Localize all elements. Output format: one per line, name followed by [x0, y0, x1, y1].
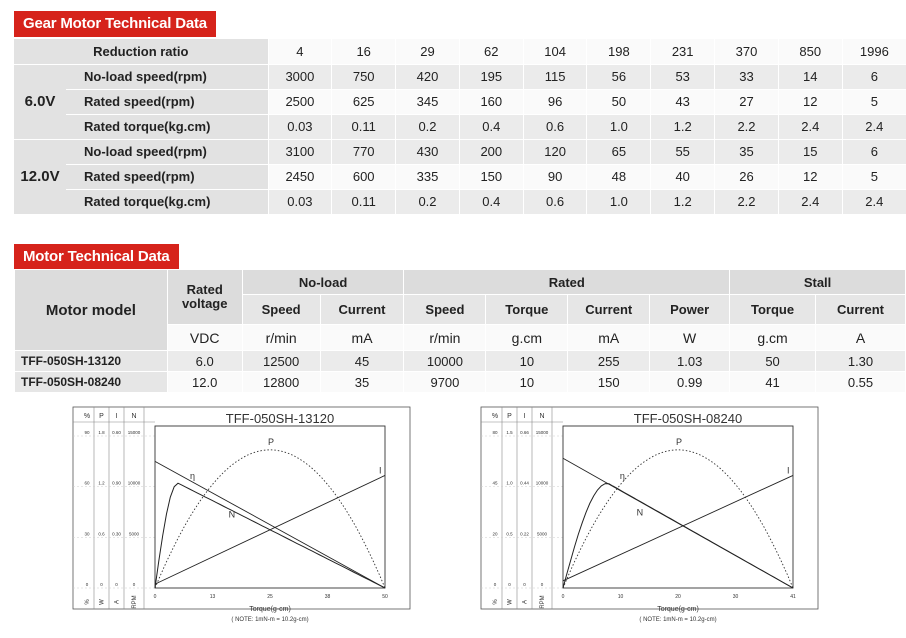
value-cell: 2500 — [268, 89, 332, 114]
level-value: 15000 — [127, 430, 141, 435]
x-tick-label: 38 — [324, 594, 331, 600]
value-cell: 2.4 — [778, 189, 842, 214]
chart-note: ( NOTE: 1mN-m = 10.2g-cm) — [639, 617, 717, 623]
value-cell: 2.4 — [842, 189, 906, 214]
value-cell: 2.4 — [842, 114, 906, 139]
col-head: P — [507, 413, 512, 420]
value-cell: 1.2 — [651, 189, 715, 214]
col-unit: A — [114, 599, 121, 605]
chart-title: TFF-050SH-13120 — [225, 411, 335, 426]
ratio-cell: 1996 — [842, 39, 906, 64]
motor-value-cell: 10 — [486, 351, 568, 372]
ratio-cell: 62 — [459, 39, 523, 64]
value-cell: 14 — [778, 64, 842, 89]
value-cell: 1.0 — [587, 189, 651, 214]
col-unit: % — [85, 599, 91, 605]
x-tick-label: 25 — [267, 594, 273, 600]
level-value: 10000 — [535, 480, 549, 486]
x-tick-label: 0 — [153, 594, 157, 600]
level-value: 30 — [84, 531, 90, 537]
noload-group-label: No-load — [242, 270, 404, 295]
value-cell: 0.03 — [268, 189, 332, 214]
motor-model-cell: TFF-050SH-13120 — [15, 351, 168, 372]
col-unit: W — [507, 599, 514, 605]
gear-data-row — [14, 189, 906, 214]
unit-cell: VDC — [167, 325, 242, 351]
value-cell: 0.2 — [396, 114, 460, 139]
power-label: P — [268, 436, 275, 447]
level-value: 90 — [84, 430, 90, 435]
value-cell: 6 — [842, 64, 906, 89]
performance-chart-13120 — [72, 406, 412, 637]
speed-label: N — [228, 509, 236, 520]
value-cell: 3000 — [268, 64, 332, 89]
unit-cell: mA — [320, 325, 404, 351]
level-value: 0.5 — [506, 531, 513, 537]
efficiency-label: η — [619, 471, 625, 482]
ratio-cell: 231 — [651, 39, 715, 64]
x-tick-label: 0 — [561, 594, 565, 600]
value-cell: 15 — [778, 139, 842, 164]
value-cell: 770 — [332, 139, 396, 164]
row-label: Rated torque(kg.cm) — [66, 189, 268, 214]
value-cell: 35 — [715, 139, 779, 164]
level-value: 0 — [493, 582, 497, 587]
unit-cell: mA — [568, 325, 650, 351]
level-value: 10000 — [127, 480, 141, 486]
value-cell: 335 — [396, 164, 460, 189]
level-value: 0 — [508, 582, 511, 587]
row-label: No-load speed(rpm) — [66, 64, 268, 89]
level-value: 80 — [492, 430, 498, 435]
performance-chart-08240 — [480, 406, 820, 637]
chart-note: ( NOTE: 1mN-m = 10.2g-cm) — [231, 617, 309, 623]
motor-value-cell: 150 — [568, 372, 650, 393]
col-head: I — [523, 413, 526, 420]
value-cell: 1.0 — [587, 114, 651, 139]
value-cell: 0.2 — [396, 189, 460, 214]
value-cell: 27 — [715, 89, 779, 114]
col-unit: A — [522, 599, 529, 605]
x-tick-label: 30 — [732, 594, 739, 600]
level-value: 0.30 — [112, 531, 121, 537]
x-tick-label: 20 — [675, 594, 681, 600]
gear-section-title: Gear Motor Technical Data — [14, 11, 216, 37]
rated-group-label: Rated — [404, 270, 730, 295]
level-value: 0.66 — [520, 430, 529, 435]
gear-data-row — [14, 89, 906, 114]
motor-data-table — [14, 269, 906, 393]
level-value: 15000 — [535, 430, 549, 435]
chart-frame — [481, 407, 818, 609]
motor-header-row-1 — [15, 270, 906, 295]
value-cell: 420 — [396, 64, 460, 89]
performance-chart-svg-08240 — [480, 406, 820, 632]
col-head: N — [131, 413, 137, 420]
speed-label: N — [636, 507, 644, 518]
sub-header-cell: Power — [650, 295, 730, 325]
rated-voltage-label: Rated voltage — [167, 270, 242, 325]
col-unit: W — [99, 599, 106, 605]
level-value: 1.8 — [98, 430, 105, 435]
value-cell: 0.11 — [332, 114, 396, 139]
value-cell: 115 — [523, 64, 587, 89]
value-cell: 2.4 — [778, 114, 842, 139]
value-cell: 0.6 — [523, 114, 587, 139]
motor-value-cell: 6.0 — [167, 351, 242, 372]
level-value: 1.5 — [506, 430, 513, 435]
value-cell: 430 — [396, 139, 460, 164]
value-cell: 0.03 — [268, 114, 332, 139]
motor-value-cell: 50 — [730, 351, 816, 372]
voltage-label: 6.0V — [14, 64, 66, 139]
col-unit: % — [493, 599, 499, 605]
row-label: Rated speed(rpm) — [66, 164, 268, 189]
row-label: Rated torque(kg.cm) — [66, 114, 268, 139]
unit-cell: W — [650, 325, 730, 351]
value-cell: 12 — [778, 164, 842, 189]
level-value: 0.44 — [520, 480, 529, 486]
level-value: 0.6 — [98, 531, 105, 537]
motor-value-cell: 255 — [568, 351, 650, 372]
value-cell: 3100 — [268, 139, 332, 164]
level-value: 1.2 — [98, 480, 105, 486]
row-label: Rated speed(rpm) — [66, 89, 268, 114]
value-cell: 40 — [651, 164, 715, 189]
sub-header-cell: Speed — [242, 295, 320, 325]
gear-data-row — [14, 139, 906, 164]
value-cell: 200 — [459, 139, 523, 164]
motor-value-cell: 9700 — [404, 372, 486, 393]
ratio-cell: 850 — [778, 39, 842, 64]
chart-title: TFF-050SH-08240 — [633, 411, 743, 426]
value-cell: 345 — [396, 89, 460, 114]
value-cell: 6 — [842, 139, 906, 164]
motor-value-cell: 1.30 — [816, 351, 906, 372]
value-cell: 150 — [459, 164, 523, 189]
x-tick-label: 10 — [617, 594, 624, 600]
col-head: % — [491, 413, 499, 420]
level-value: 0 — [132, 582, 136, 587]
level-value: 1.0 — [506, 480, 513, 486]
sub-header-cell: Speed — [404, 295, 486, 325]
value-cell: 2.2 — [715, 114, 779, 139]
col-head: N — [539, 413, 545, 420]
value-cell: 0.4 — [459, 114, 523, 139]
value-cell: 5 — [842, 164, 906, 189]
motor-value-cell: 0.99 — [650, 372, 730, 393]
unit-cell: g.cm — [730, 325, 816, 351]
value-cell: 0.6 — [523, 189, 587, 214]
level-value: 0 — [85, 582, 89, 587]
value-cell: 600 — [332, 164, 396, 189]
value-cell: 43 — [651, 89, 715, 114]
level-value: 0 — [523, 582, 526, 587]
value-cell: 625 — [332, 89, 396, 114]
level-value: 60 — [84, 480, 90, 486]
value-cell: 33 — [715, 64, 779, 89]
motor-value-cell: 12800 — [242, 372, 320, 393]
value-cell: 12 — [778, 89, 842, 114]
motor-model-cell: TFF-050SH-08240 — [15, 372, 168, 393]
value-cell: 53 — [651, 64, 715, 89]
sub-header-cell: Torque — [486, 295, 568, 325]
col-head: I — [115, 413, 118, 420]
motor-value-cell: 45 — [320, 351, 404, 372]
motor-data-row — [15, 372, 906, 393]
gear-data-table — [14, 39, 906, 215]
value-cell: 750 — [332, 64, 396, 89]
level-value: 0.22 — [520, 531, 529, 537]
unit-cell: r/min — [242, 325, 320, 351]
performance-chart-svg-13120 — [72, 406, 412, 632]
sub-header-cell: Current — [816, 295, 906, 325]
x-tick-label: 50 — [382, 594, 388, 600]
ratio-cell: 370 — [715, 39, 779, 64]
value-cell: 2.2 — [715, 189, 779, 214]
value-cell: 96 — [523, 89, 587, 114]
level-value: 5000 — [536, 531, 548, 537]
value-cell: 0.11 — [332, 189, 396, 214]
motor-value-cell: 10 — [486, 372, 568, 393]
x-tick-label: 41 — [790, 594, 796, 600]
col-head: % — [83, 413, 91, 420]
motor-value-cell: 0.55 — [816, 372, 906, 393]
current-label: I — [787, 465, 790, 476]
level-value: 0 — [115, 582, 118, 587]
level-value: 20 — [492, 531, 498, 537]
value-cell: 1.2 — [651, 114, 715, 139]
sub-header-cell: Current — [568, 295, 650, 325]
gear-data-row — [14, 114, 906, 139]
power-label: P — [676, 436, 683, 447]
ratio-cell: 198 — [587, 39, 651, 64]
ratio-cell: 29 — [396, 39, 460, 64]
value-cell: 195 — [459, 64, 523, 89]
value-cell: 65 — [587, 139, 651, 164]
sub-header-cell: Torque — [730, 295, 816, 325]
motor-data-row — [15, 351, 906, 372]
gear-header-row — [14, 39, 906, 64]
level-value: 0 — [540, 582, 544, 587]
efficiency-label: η — [190, 471, 196, 482]
value-cell: 56 — [587, 64, 651, 89]
unit-cell: r/min — [404, 325, 486, 351]
ratio-cell: 16 — [332, 39, 396, 64]
value-cell: 120 — [523, 139, 587, 164]
chart-frame — [73, 407, 410, 609]
unit-cell: g.cm — [486, 325, 568, 351]
col-head: P — [99, 413, 104, 420]
current-label: I — [379, 465, 382, 476]
motor-value-cell: 12.0 — [167, 372, 242, 393]
col-unit: RPM — [540, 595, 546, 609]
x-axis-label: Torque(g-cm) — [657, 606, 699, 613]
value-cell: 50 — [587, 89, 651, 114]
gear-data-row — [14, 164, 906, 189]
value-cell: 48 — [587, 164, 651, 189]
motor-value-cell: 1.03 — [650, 351, 730, 372]
col-unit: RPM — [132, 595, 138, 609]
x-tick-label: 13 — [209, 594, 216, 600]
unit-cell: A — [816, 325, 906, 351]
motor-section-title: Motor Technical Data — [14, 244, 179, 270]
ratio-cell: 104 — [523, 39, 587, 64]
level-value: 0 — [100, 582, 103, 587]
level-value: 5000 — [128, 531, 140, 537]
motor-value-cell: 41 — [730, 372, 816, 393]
x-axis-label: Torque(g-cm) — [249, 606, 291, 613]
level-value: 45 — [492, 480, 498, 486]
ratio-cell: 4 — [268, 39, 332, 64]
value-cell: 55 — [651, 139, 715, 164]
motor-value-cell: 12500 — [242, 351, 320, 372]
level-value: 0.60 — [112, 430, 121, 435]
value-cell: 160 — [459, 89, 523, 114]
value-cell: 0.4 — [459, 189, 523, 214]
value-cell: 2450 — [268, 164, 332, 189]
sub-header-cell: Current — [320, 295, 404, 325]
row-label: No-load speed(rpm) — [66, 139, 268, 164]
level-value: 0.90 — [112, 480, 121, 486]
value-cell: 90 — [523, 164, 587, 189]
stall-group-label: Stall — [730, 270, 906, 295]
motor-value-cell: 10000 — [404, 351, 486, 372]
motor-model-label: Motor model — [15, 270, 168, 351]
voltage-label: 12.0V — [14, 139, 66, 214]
value-cell: 26 — [715, 164, 779, 189]
motor-value-cell: 35 — [320, 372, 404, 393]
value-cell: 5 — [842, 89, 906, 114]
reduction-ratio-label: Reduction ratio — [14, 39, 268, 64]
gear-data-row — [14, 64, 906, 89]
